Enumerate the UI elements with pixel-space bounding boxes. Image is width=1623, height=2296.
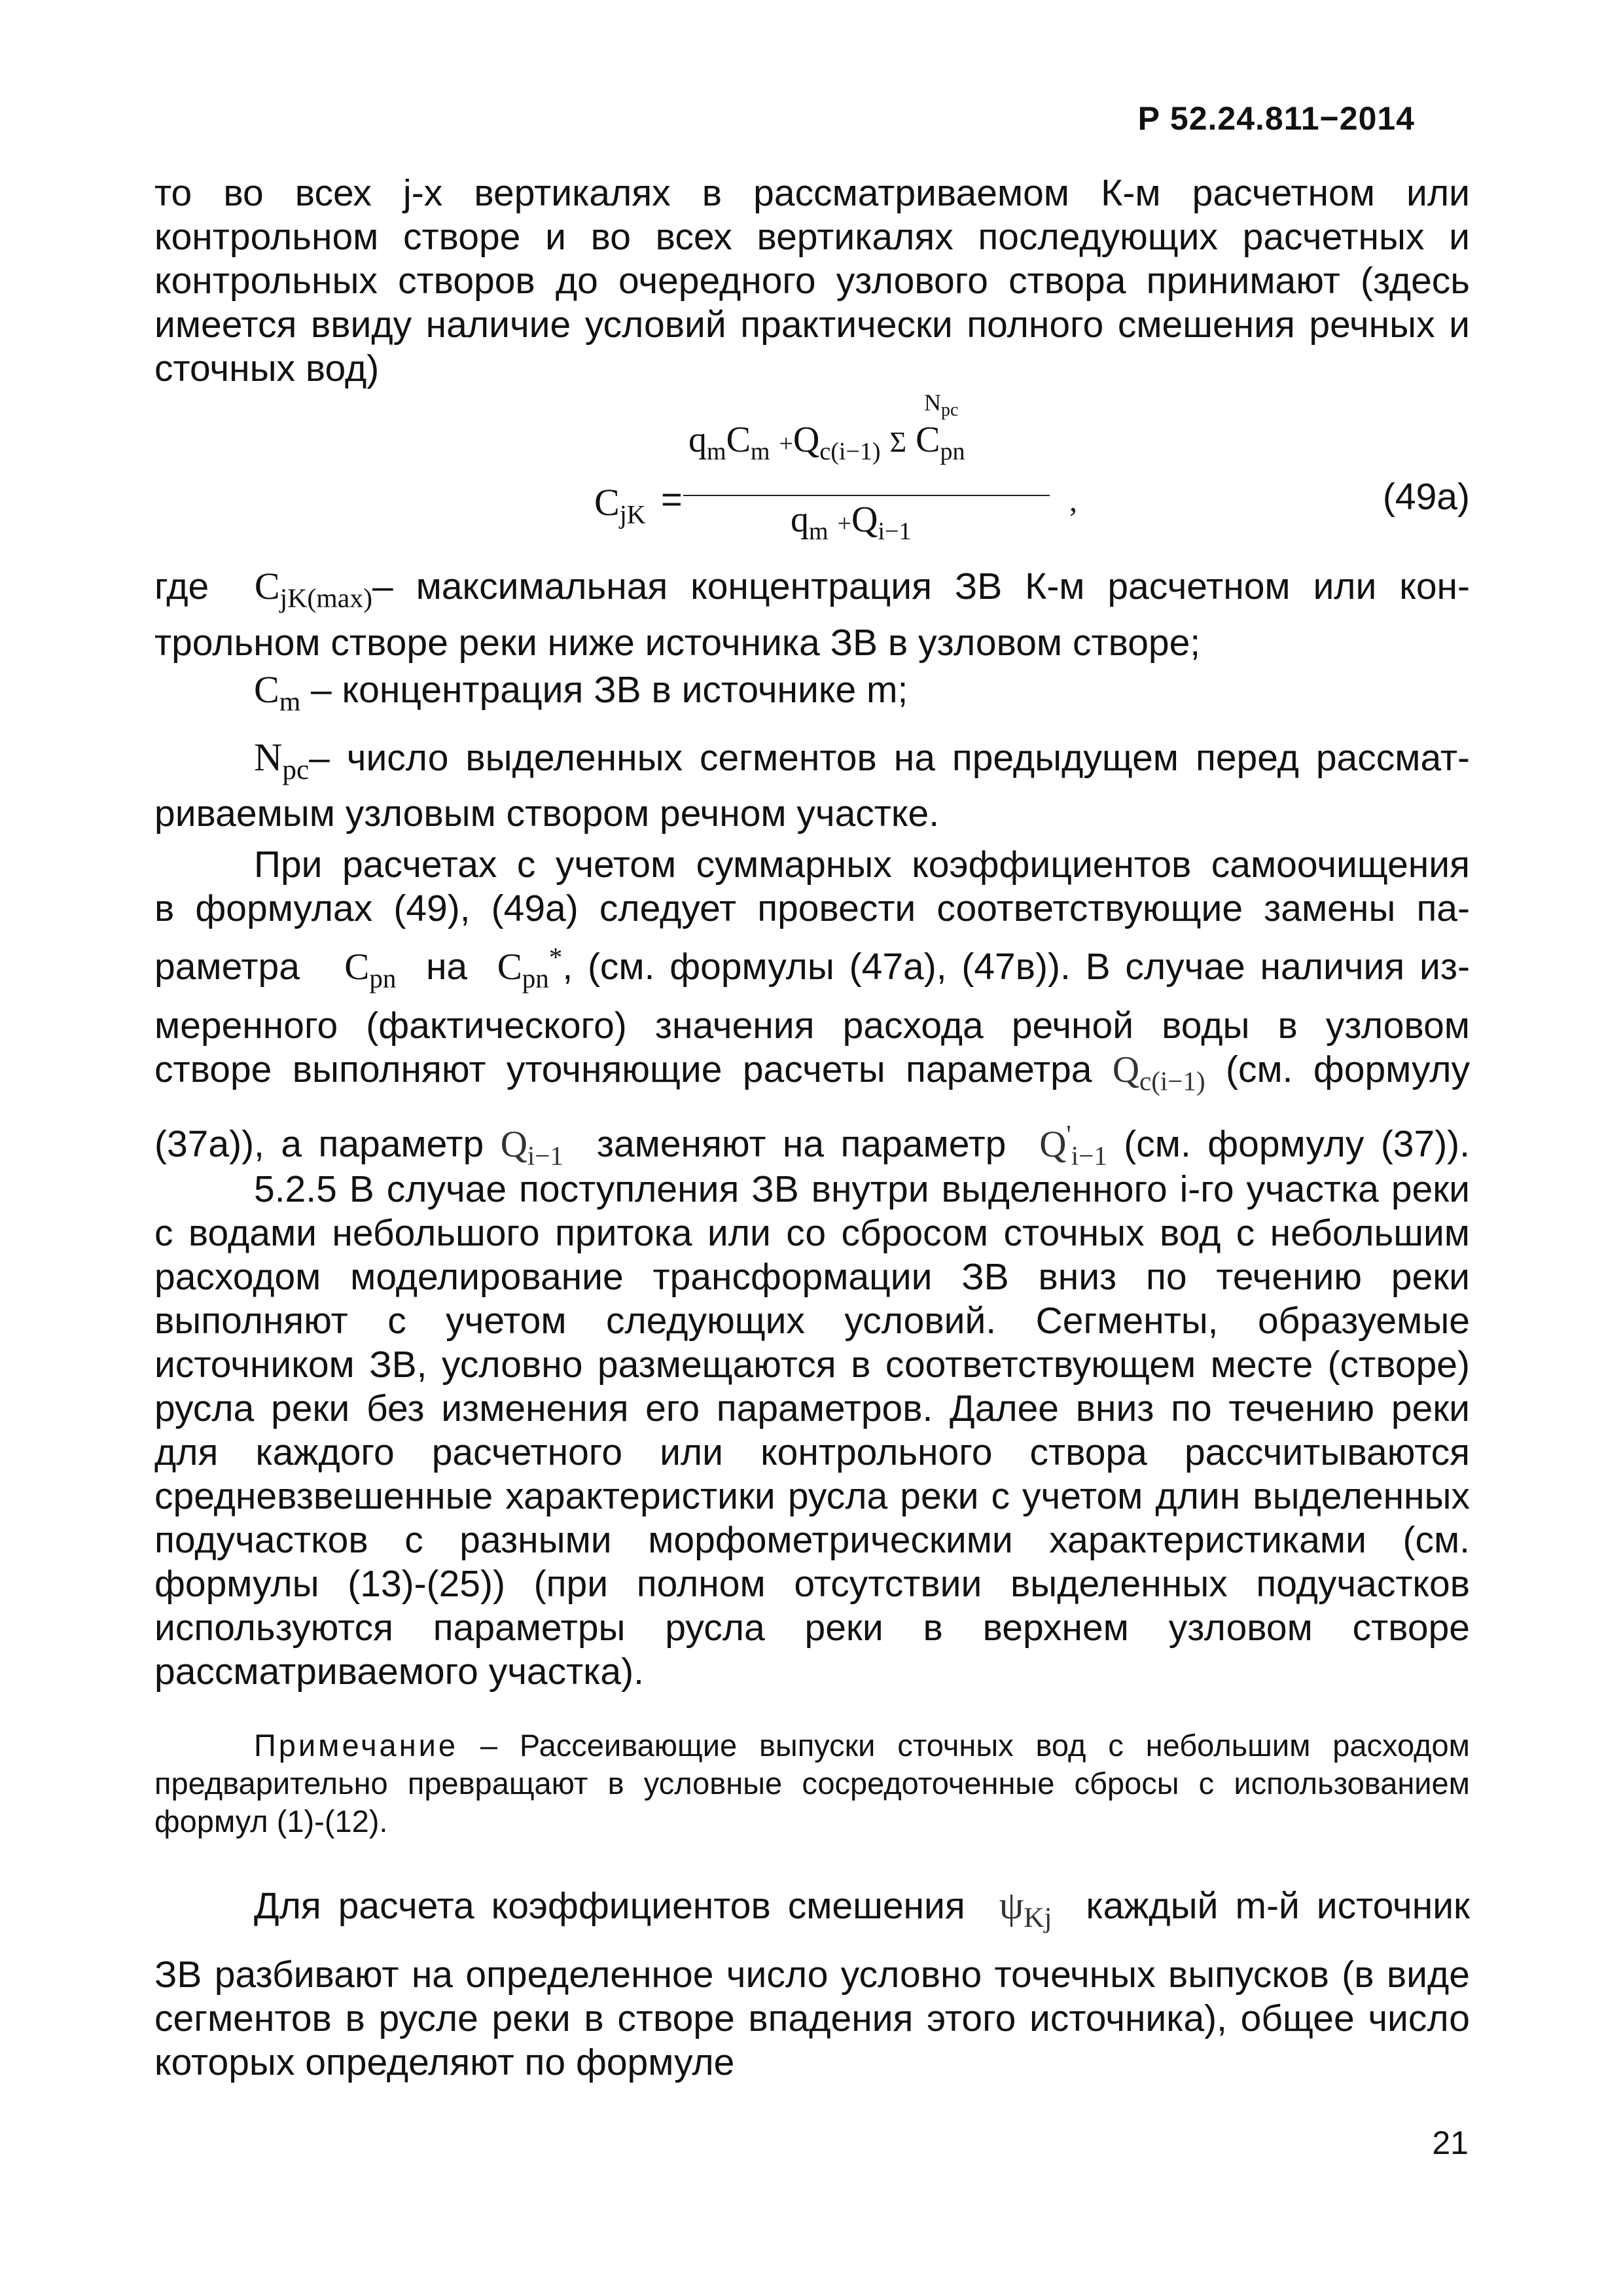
- equation-number: (49а): [1382, 476, 1470, 518]
- mixing-rest: ЗВ разбивают на определенное число условно точечных выпусков (в виде сегментов в русле реки в створе впадения этого источника), общее число которых определяют по формуле: [154, 1954, 1470, 2083]
- intro-paragraph: [154, 171, 1470, 391]
- formula-lhs: $C_{jK}$: [594, 481, 646, 529]
- calc-line-5: створе выполняют уточняющие расчеты параметра $Q_{c(i-1)}$ (см. формулу: [154, 1049, 1470, 1096]
- paragraph-mixing: [154, 1884, 1470, 2085]
- page-number: 21: [1432, 2125, 1469, 2161]
- formula-numerator: $q_mC_m +Q_{c(i-1)}$ Σ $C_{pn}$: [688, 420, 965, 466]
- section-5-2-5-text: 5.2.5 В случае поступления ЗВ внутри выделенного i-го участка реки с водами небольшого притока или со сбросом сточных вод с небольшим расходом моделирование трансформации ЗВ вниз по течению реки выполняют с учетом следующих условий. Сегменты, образуемые источником ЗВ, условно размещаются в соответствующем месте (створе) русла реки без изменения его параметров. Далее вниз по течению реки для каждого расчетного или контрольного створа рассчитываются средневзвешенные характеристики русла реки с учетом длин выделенных подучастков с разными морфометрическими характеристиками (см. формулы (13)-(25)) (при полном отсутствии выделенных подучастков используются параметры русла реки в верхнем узловом створе рассматриваемого участка).: [154, 1168, 1470, 1693]
- definition-cjkmax-cont: трольном створе реки ниже источника ЗВ в узловом створе;: [154, 621, 1201, 664]
- calc-line-3: раметра $C_{pn}$ на $C_{pn}^*$, (см. формулы (47а), (47в)). В случае наличия из-: [154, 942, 1470, 994]
- section-5-2-5: [154, 1168, 1470, 1694]
- note-label: Примечание: [254, 1728, 459, 1763]
- definitions: [154, 564, 1470, 836]
- calc-line-6: (37а)), а параметр $Q_{i-1}$ заменяют на параметр $Q'_{i-1}$ (см. формулу (37)).: [154, 1119, 1470, 1171]
- fraction-bar: [683, 495, 1050, 496]
- formula-equals: =: [661, 478, 683, 520]
- calc-line-4: меренного (фактического) значения расхода речной воды в узловом: [154, 1005, 1470, 1047]
- formula-sum-top: $N_{pc}$: [924, 389, 959, 421]
- note: [154, 1727, 1470, 1840]
- formula-denominator: $q_m +Q_{i-1}$: [791, 499, 912, 546]
- intro-text: то во всех j-х вертикалях в рассматриваемом К-м расчетном или контрольном створе и во всех вертикалях последующих расчетных и контрольных створов до очередного узлового створа принимают (здесь имеется ввиду наличие условий практически полного смешения речных и сточных вод): [154, 172, 1470, 389]
- mixing-line-1: Для расчета коэффициентов смешения $\psi_{Kj}$ каждый m-й источник: [254, 1884, 1470, 1933]
- formula-comma: ,: [1069, 484, 1077, 518]
- calc-line-1: При расчетах с учетом суммарных коэффициентов самоочищения: [254, 844, 1470, 886]
- definition-cjkmax: где $C_{jK(max)}-$ максимальная концентрация ЗВ К-м расчетном или кон-: [154, 565, 1470, 614]
- definition-cm: $C_m$ – концентрация ЗВ в источнике m;: [254, 668, 908, 717]
- note-text: Примечание – Рассеивающие выпуски сточных вод с небольшим расходом предварительно превращают в условные сосредоточенные сбросы с использованием формул (1)-(12).: [154, 1728, 1470, 1839]
- document-number: Р 52.24.811−2014: [1137, 100, 1415, 137]
- definition-npc-cont: риваемым узловым створом речном участке.: [154, 793, 940, 835]
- calc-line-2: в формулах (49), (49а) следует провести соответствующие замены па-: [154, 888, 1470, 929]
- paragraph-calculations: [154, 843, 1470, 1177]
- definition-npc: $N_{pc}-$ число выделенных сегментов на предыдущем перед рассмат-: [254, 736, 1470, 786]
